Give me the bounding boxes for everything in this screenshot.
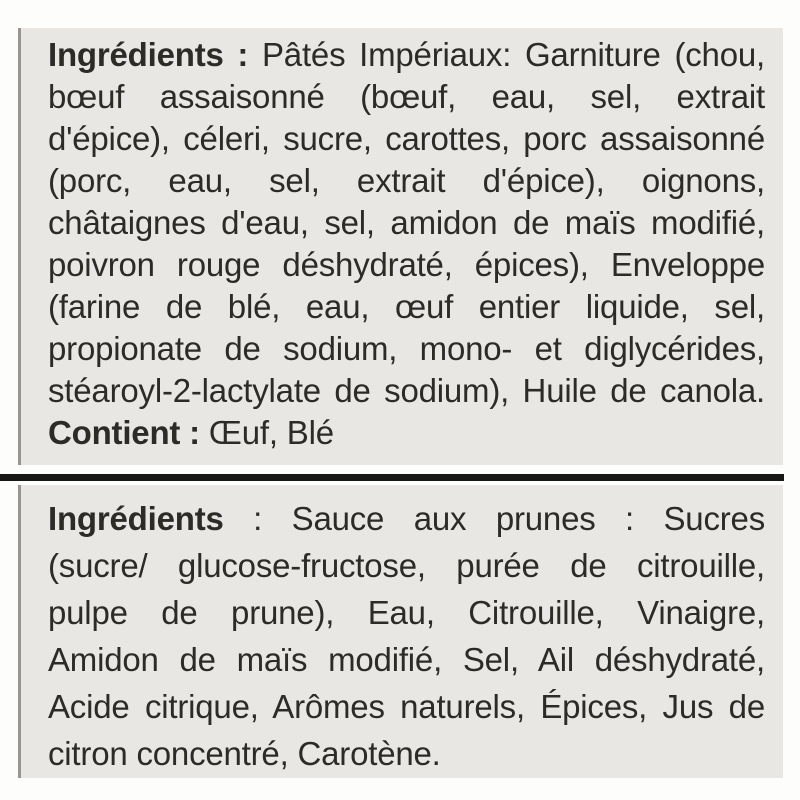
bold-lead: Ingrédients : [48, 36, 249, 73]
label-text-line [48, 730, 765, 777]
contains-statement [48, 412, 765, 454]
line-text: (porc, eau, sel, extrait d'épice), oignons, [48, 162, 765, 199]
label-text-line [48, 160, 765, 202]
line-text: propionate de sodium, mono- et diglycérides, [48, 330, 765, 367]
label-text-line [48, 328, 765, 370]
line-text: bœuf assaisonné (bœuf, eau, sel, extrait [48, 78, 765, 115]
line-text: : Sauce aux prunes : Sucres [223, 500, 765, 537]
line-text: Œuf, Blé [199, 414, 334, 451]
label-text-line [48, 589, 765, 636]
plum-sauce-ingredients-text [48, 485, 765, 777]
bold-lead: Ingrédients [48, 500, 224, 537]
line-text: citron concentré, Carotène. [48, 735, 441, 772]
label-text-line [48, 683, 765, 730]
label-text-line [48, 118, 765, 160]
line-text: Amidon de maïs modifié, Sel, Ail déshydraté, [48, 641, 765, 678]
label-text-line [48, 370, 765, 412]
egg-rolls-ingredients-text [48, 28, 765, 454]
label-text-line [48, 244, 765, 286]
label-text-line [48, 495, 765, 542]
line-text: (sucre/ glucose-fructose, purée de citrouille, [48, 547, 765, 584]
line-text: poivron rouge déshydraté, épices), Enveloppe [48, 246, 765, 283]
egg-rolls-ingredients-panel [18, 28, 783, 465]
label-text-line [48, 202, 765, 244]
label-text-line [48, 636, 765, 683]
label-text-line [48, 542, 765, 589]
line-text: pulpe de prune), Eau, Citrouille, Vinaigre, [48, 594, 765, 631]
plum-sauce-ingredients-panel [18, 485, 783, 778]
line-text: d'épice), céleri, sucre, carottes, porc assaisonné [48, 120, 765, 157]
line-text: Acide citrique, Arômes naturels, Épices, Jus de [48, 688, 765, 725]
line-text: (farine de blé, eau, œuf entier liquide, sel, [48, 288, 765, 325]
label-text-line [48, 286, 765, 328]
label-text-line [48, 76, 765, 118]
line-text: Pâtés Impériaux: Garniture (chou, [248, 36, 765, 73]
label-text-line [48, 34, 765, 76]
line-text: stéaroyl-2-lactylate de sodium), Huile de canola. [48, 372, 765, 409]
section-divider-rule [0, 474, 784, 481]
bold-lead: Contient : [48, 414, 200, 451]
line-text: châtaignes d'eau, sel, amidon de maïs modifié, [48, 204, 765, 241]
